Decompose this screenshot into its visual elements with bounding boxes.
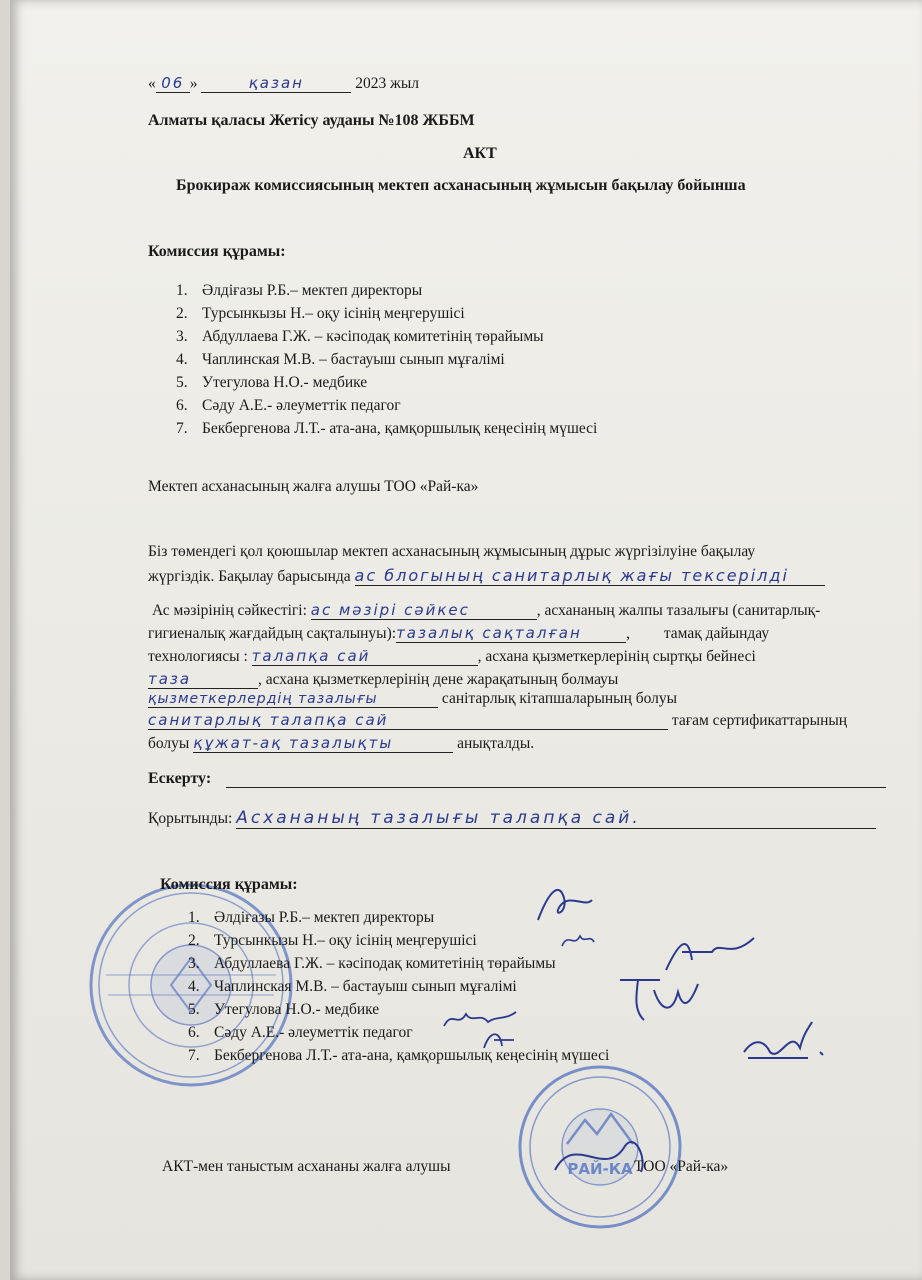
remark-line [226, 787, 886, 788]
commission-member: 5. Утегулова Н.О.- медбике [176, 374, 368, 391]
company-stamp [515, 1062, 685, 1232]
body-line-5: технологиясы : талапқа сай , асхана қызметкерлерінің сыртқы бейнесі [148, 647, 756, 665]
commission-member: 7. Бекбергенова Л.Т.- ата-ана, қамқоршылық кеңесінің мүшесі [176, 420, 598, 437]
conclusion-line: Қорытынды: Асхананың тазалығы талапқа сай. [148, 808, 876, 829]
stamp-label: РАЙ-КА [567, 1160, 633, 1178]
hw-hygiene: тазалық сақталған [396, 624, 626, 643]
commission2-member: 7. Бекбергенова Л.Т.- ата-ана, қамқоршылық кеңесінің мүшесі [188, 1047, 610, 1064]
body-line-6: таза , асхана қызметкерлерінің дене жарақатының болмауы [148, 670, 619, 688]
body-line-3: Ас мәзірінің сәйкестігі: ас мәзірі сәйкес , асхананың жалпы тазалығы (санитарлық- [152, 601, 821, 619]
commission2-member: 2. Турсынкызы Н.– оқу ісінің меңгерушісі [188, 932, 477, 949]
commission2-member: 1. Әлдіғазы Р.Б.– мектеп директоры [188, 909, 435, 926]
signature-pedagog [480, 1026, 520, 1052]
school-name: Алматы қаласы Жетісу ауданы №108 ЖББМ [148, 112, 475, 129]
commission-list [176, 279, 597, 440]
document-page [10, 0, 922, 1280]
tenant-line: Мектеп асханасының жалға алушы ТОО «Рай-ка» [148, 478, 479, 495]
act-subtitle: Брокираж комиссиясының мектеп асханасының жұмысын бақылау бойынша [176, 177, 746, 194]
commission2-list [188, 906, 609, 1067]
signature-teacher [614, 966, 704, 1026]
company-name: ТОО «Рай-ка» [634, 1158, 729, 1175]
commission2-member: 3. Абдуллаева Г.Ж. – кәсіподақ комитетінің төрайымы [188, 955, 556, 972]
hw-conclusion: Асхананың тазалығы талапқа сай. [236, 808, 876, 829]
body-line-4: гигиеналық жағдайдың сақталынуы):тазалық сақталған , тамақ дайындау [148, 624, 770, 642]
date-day: 06 [156, 74, 190, 93]
hw-sanbook: санитарлық талапқа сай [148, 711, 668, 730]
commission-member: 2. Турсынкызы Н.– оқу ісінің меңгерушісі [176, 305, 465, 322]
hw-injury: қызметкерлердің тазалығы [148, 691, 438, 708]
act-title: АКТ [463, 145, 497, 162]
commission-heading: Комиссия құрамы: [148, 243, 286, 260]
commission2-member: 5. Утегулова Н.О.- медбике [188, 1001, 380, 1018]
commission-member: 3. Абдуллаева Г.Ж. – кәсіподақ комитетінің төрайымы [176, 328, 544, 345]
signature-deputy [558, 928, 598, 953]
date-month: қазан [201, 74, 351, 93]
commission-member: 6. Сәду А.Е.- әлеуметтік педагог [176, 397, 401, 414]
commission-member: 1. Әлдіғазы Р.Б.– мектеп директоры [176, 282, 423, 299]
commission2-member: 6. Сәду А.Е.- әлеуметтік педагог [188, 1024, 413, 1041]
commission2-heading: Комиссия құрамы: [160, 876, 298, 893]
hw-menu: ас мәзірі сәйкес [311, 601, 537, 620]
commission-member: 4. Чаплинская М.В. – бастауыш сынып мұғалімі [176, 351, 505, 368]
hw-cert: құжат-ақ тазалықты [193, 734, 453, 753]
signature-parent [740, 1018, 830, 1068]
signature-director [530, 878, 600, 928]
body-line-2: жүргіздік. Бақылау барысында ас блогының санитарлық жағы тексерілді [148, 566, 825, 586]
hw-appearance: таза [148, 670, 258, 689]
date-year: 2023 жыл [355, 75, 419, 92]
date-line: « 06 » қазан 2023 жыл [148, 74, 419, 92]
hw-observation: ас блогының санитарлық жағы тексерілді [355, 566, 825, 586]
acquainted-line: АКТ-мен таныстым асхананы жалға алушы [162, 1158, 451, 1175]
remark-label: Ескерту: [148, 770, 212, 787]
body-line-8: санитарлық талапқа сай тағам сертификаттарының [148, 711, 848, 729]
hw-technology: талапқа сай [252, 647, 478, 666]
body-line-1: Біз төмендегі қол қоюшылар мектеп асханасының жұмысының дұрыс жүргізілуіне бақылау [148, 543, 756, 560]
body-line-7: қызметкерлердің тазалығы санітарлық кітапшаларының болуы [148, 690, 678, 707]
body-line-9: болуы құжат-ақ тазалықты анықталды. [148, 734, 535, 752]
commission2-member: 4. Чаплинская М.В. – бастауыш сынып мұғалімі [188, 978, 517, 995]
